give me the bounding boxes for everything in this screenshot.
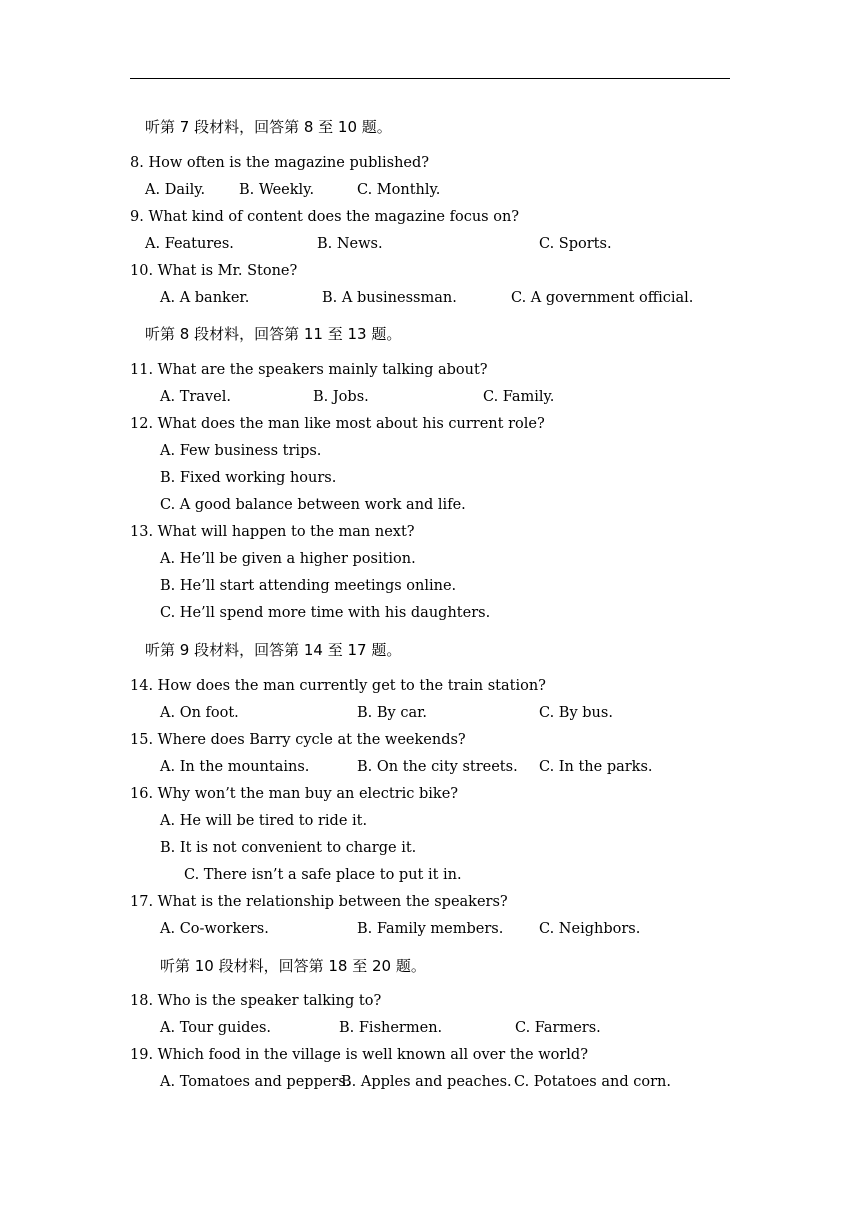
option-a: A. Travel.	[160, 389, 231, 405]
option-c: C. A government official.	[511, 290, 694, 306]
question-text: 13. What will happen to the man next?	[130, 524, 415, 540]
option-c: C. Farmers.	[515, 1020, 601, 1036]
option-a: A. He will be tired to ride it.	[160, 813, 368, 829]
option-b: B. On the city streets.	[357, 759, 518, 775]
section-heading: 听第 8 段材料，回答第 11 至 13 题。	[145, 325, 402, 343]
option-a: A. He’ll be given a higher position.	[160, 551, 416, 567]
question-text: 18. Who is the speaker talking to?	[130, 993, 382, 1009]
option-a: A. Features.	[145, 236, 234, 252]
option-a: A. Tour guides.	[160, 1020, 272, 1036]
question-text: 16. Why won’t the man buy an electric bike?	[130, 786, 459, 802]
option-c: C. Potatoes and corn.	[514, 1074, 671, 1090]
option-c: C. There isn’t a safe place to put it in.	[184, 867, 462, 883]
option-a: A. In the mountains.	[160, 759, 310, 775]
question-text: 14. How does the man currently get to the train station?	[130, 678, 546, 694]
option-b: B. He’ll start attending meetings online.	[160, 578, 457, 594]
option-b: B. Weekly.	[239, 182, 315, 198]
question-text: 19. Which food in the village is well known all over the world?	[130, 1047, 588, 1063]
question-text: 10. What is Mr. Stone?	[130, 263, 298, 279]
option-c: C. Monthly.	[357, 182, 441, 198]
option-c: C. He’ll spend more time with his daughters.	[160, 605, 491, 621]
header-rule	[130, 78, 730, 79]
option-a: A. Few business trips.	[160, 443, 322, 459]
option-b: B. Jobs.	[313, 389, 369, 405]
option-b: B. Family members.	[357, 921, 504, 937]
option-b: B. It is not convenient to charge it.	[160, 840, 417, 856]
option-c: C. By bus.	[539, 705, 613, 721]
option-c: C. Neighbors.	[539, 921, 641, 937]
option-a: A. Daily.	[145, 182, 206, 198]
option-c: C. In the parks.	[539, 759, 653, 775]
section-heading: 听第 10 段材料，回答第 18 至 20 题。	[160, 957, 426, 975]
option-c: C. A good balance between work and life.	[160, 497, 466, 513]
option-b: B. Fishermen.	[339, 1020, 443, 1036]
option-b: B. News.	[317, 236, 383, 252]
option-b: B. By car.	[357, 705, 428, 721]
section-heading: 听第 9 段材料，回答第 14 至 17 题。	[145, 641, 402, 659]
option-a: A. A banker.	[160, 290, 250, 306]
option-a: A. On foot.	[160, 705, 239, 721]
question-text: 17. What is the relationship between the speakers?	[130, 894, 508, 910]
option-b: B. Apples and peaches.	[341, 1074, 512, 1090]
option-a: A. Co-workers.	[160, 921, 269, 937]
question-text: 12. What does the man like most about his current role?	[130, 416, 545, 432]
option-b: B. A businessman.	[322, 290, 457, 306]
question-text: 9. What kind of content does the magazine focus on?	[130, 209, 520, 225]
question-text: 11. What are the speakers mainly talking about?	[130, 362, 488, 378]
question-text: 8. How often is the magazine published?	[130, 155, 430, 171]
option-c: C. Family.	[483, 389, 555, 405]
option-a: A. Tomatoes and peppers.	[160, 1074, 351, 1090]
option-c: C. Sports.	[539, 236, 612, 252]
option-b: B. Fixed working hours.	[160, 470, 337, 486]
question-text: 15. Where does Barry cycle at the weekends?	[130, 732, 466, 748]
section-heading: 听第 7 段材料，回答第 8 至 10 题。	[145, 118, 392, 136]
